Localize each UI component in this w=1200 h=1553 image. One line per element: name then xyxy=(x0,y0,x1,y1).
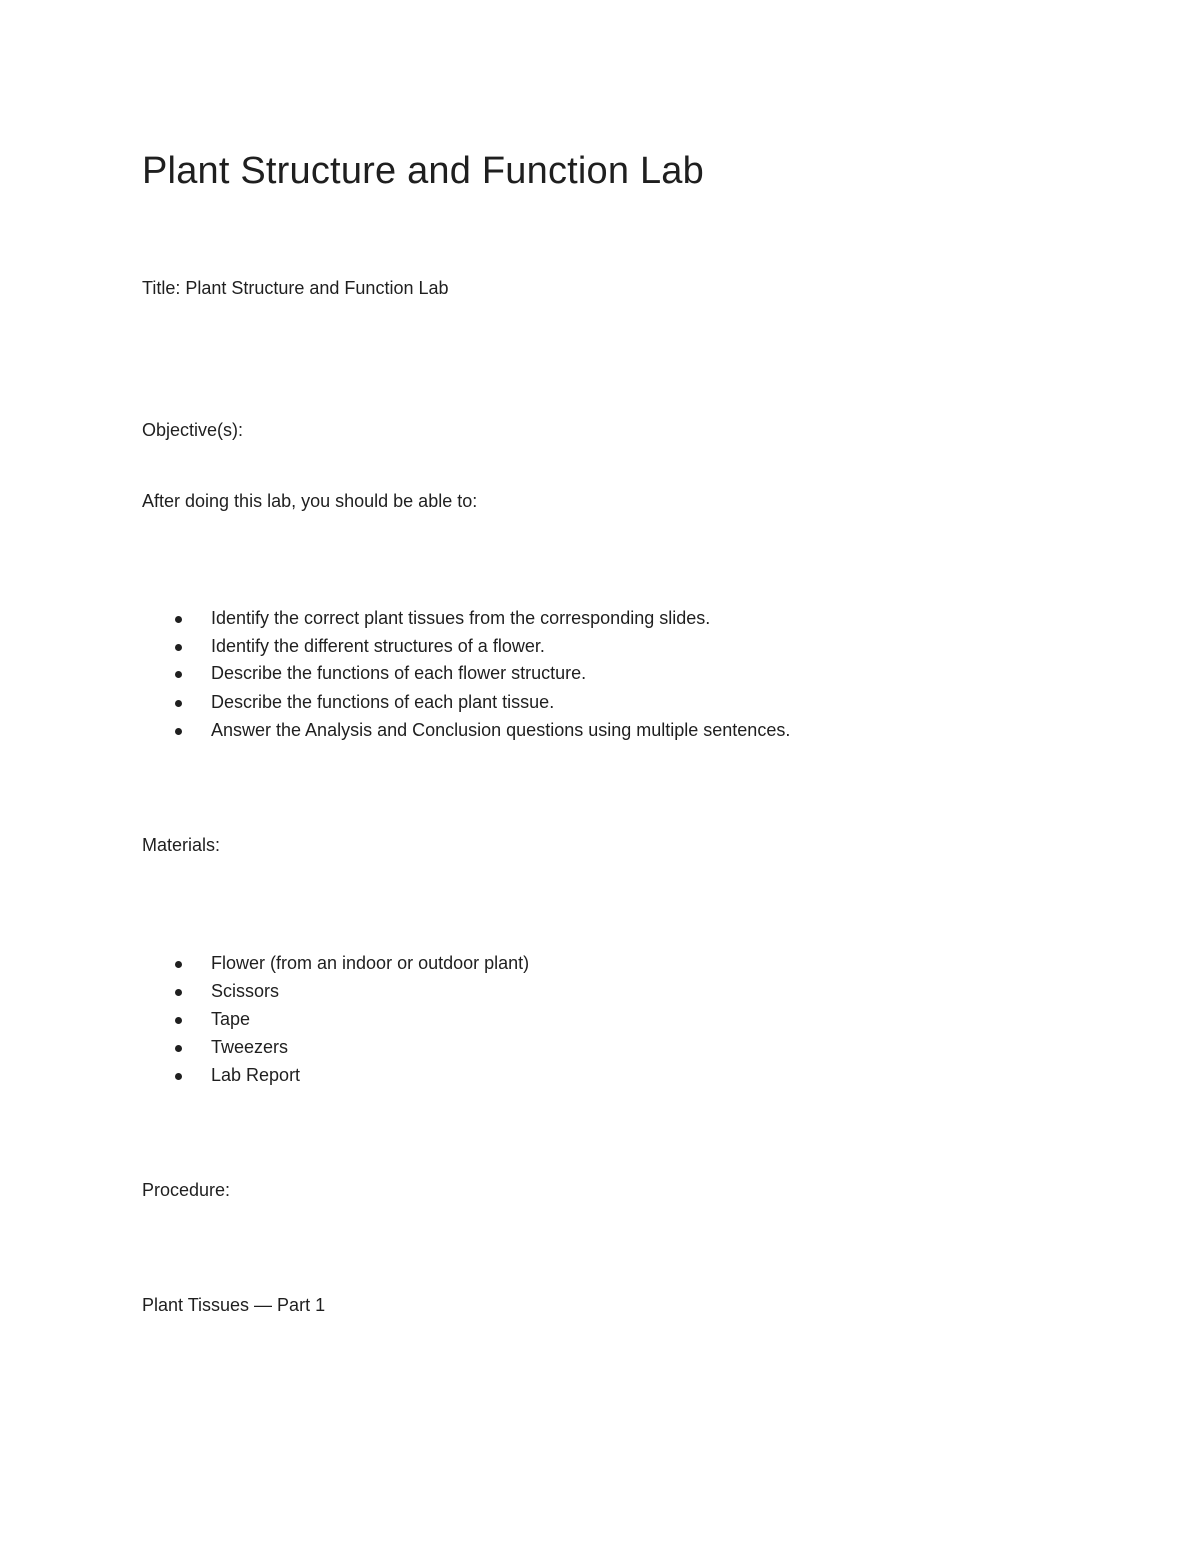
bullet-icon xyxy=(175,1073,182,1080)
bullet-icon xyxy=(175,989,182,996)
bullet-icon xyxy=(175,700,182,707)
objective-text: Describe the functions of each plant tissue. xyxy=(211,692,555,712)
objective-text: Identify the correct plant tissues from the corresponding slides. xyxy=(211,608,711,628)
bullet-icon xyxy=(175,644,182,651)
objectives-intro: After doing this lab, you should be able to: xyxy=(142,491,478,511)
bullet-icon xyxy=(175,961,182,968)
materials-label: Materials: xyxy=(142,835,221,855)
objective-text: Identify the different structures of a flower. xyxy=(211,636,545,656)
bullet-icon xyxy=(175,671,182,678)
material-text: Flower (from an indoor or outdoor plant) xyxy=(211,953,530,973)
material-text: Tape xyxy=(211,1009,251,1029)
material-text: Tweezers xyxy=(211,1037,289,1057)
procedure-subheading: Plant Tissues — Part 1 xyxy=(142,1295,326,1315)
material-text: Lab Report xyxy=(211,1065,301,1085)
title-line: Title: Plant Structure and Function Lab xyxy=(142,278,449,298)
material-text: Scissors xyxy=(211,981,280,1001)
document-heading: Plant Structure and Function Lab xyxy=(142,150,704,192)
objective-text: Answer the Analysis and Conclusion questions using multiple sentences. xyxy=(211,720,791,740)
bullet-icon xyxy=(175,616,182,623)
objectives-label: Objective(s): xyxy=(142,420,244,440)
bullet-icon xyxy=(175,1045,182,1052)
bullet-icon xyxy=(175,728,182,735)
bullet-icon xyxy=(175,1017,182,1024)
procedure-label: Procedure: xyxy=(142,1180,231,1200)
objective-text: Describe the functions of each flower structure. xyxy=(211,663,587,683)
